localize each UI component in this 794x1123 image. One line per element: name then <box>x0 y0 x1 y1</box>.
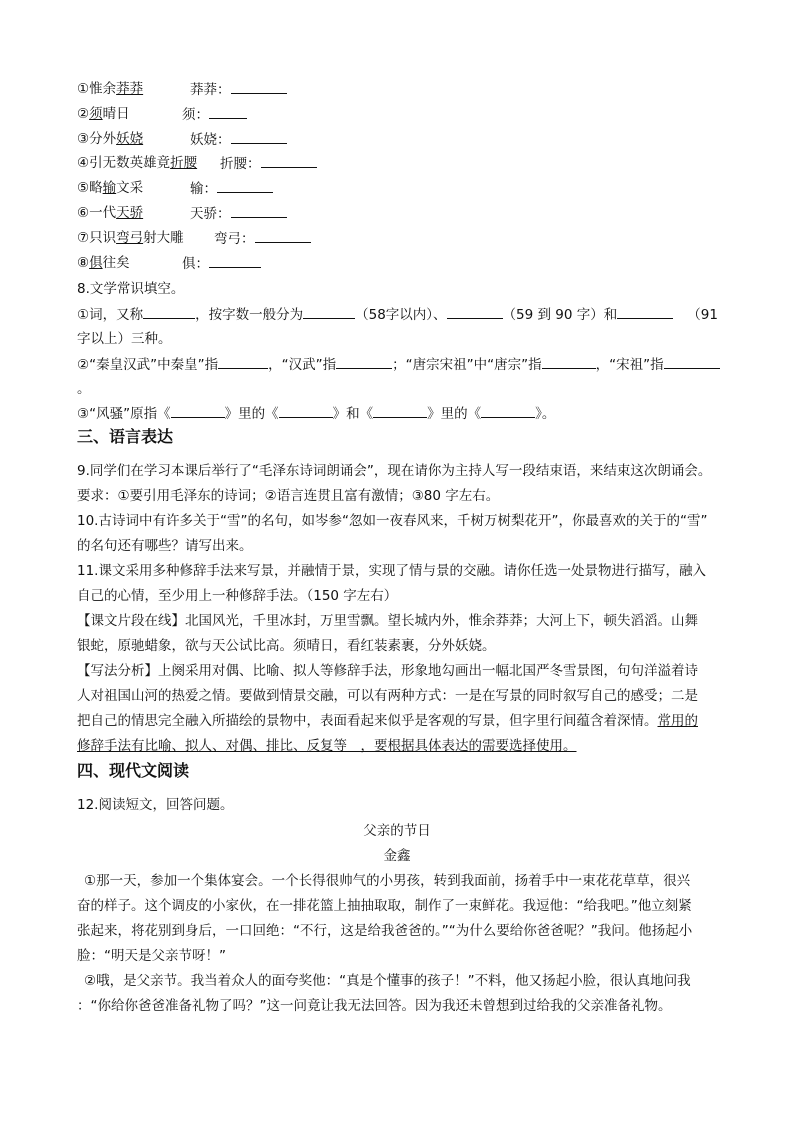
q8-line3 <box>77 404 555 423</box>
section-heading-4: 四、现代文阅读 <box>77 761 190 780</box>
answer-blank[interactable] <box>231 130 287 144</box>
analysis-line: 人对祖国山河的热爱之情。要做到情景交融，可以有两种方式：一是在写景的同时叙写自己的感受；二是 <box>77 688 698 704</box>
answer-blank[interactable] <box>231 80 287 94</box>
analysis-line <box>77 712 698 730</box>
answer-blank[interactable] <box>373 404 427 418</box>
vocab-text: ② <box>77 105 90 122</box>
answer-blank[interactable] <box>209 254 261 268</box>
q8-line1 <box>77 305 718 324</box>
passage-line: 银蛇，原驰蜡象，欲与天公试比高。须晴日，看红装素裹，分外妖娆。 <box>77 638 496 654</box>
q10-line1: 10.古诗词中有许多关于“雪”的名句，如岑参“忽如一夜春风来，千树万树梨花开”，你最喜欢的关于的“雪” <box>77 513 708 529</box>
q8-text: ，按字数一般分为 <box>195 307 304 323</box>
vocab-text: ④引无数英雄竟 <box>77 155 171 172</box>
vocab-answer <box>220 154 317 173</box>
article-line: 脸：“明天是父亲节呀！” <box>77 948 226 964</box>
vocab-answer <box>182 105 247 124</box>
q9-line1: 9.同学们在学习本课后举行了“毛泽东诗词朗诵会”，现在请你为主持人写一段结束语，来结束这次朗诵会。 <box>77 463 712 479</box>
q8-text: ②“秦皇汉武”中秦皇”指 <box>77 357 219 373</box>
vocab-item <box>77 179 217 198</box>
vocab-key-label: 莽莽： <box>190 82 231 98</box>
vocab-answer <box>190 179 273 198</box>
vocab-underlined-word: 天骄 <box>116 205 144 221</box>
answer-blank[interactable] <box>447 305 503 319</box>
answer-blank[interactable] <box>217 179 273 193</box>
article-title: 父亲的节日 <box>363 823 431 839</box>
answer-blank[interactable] <box>481 404 535 418</box>
vocab-text: ③分外 <box>77 130 117 147</box>
q8-line2 <box>77 355 720 374</box>
q8-text: 》。 <box>535 406 556 422</box>
analysis-underlined-line: 修辞手法有比喻、拟人、对偶、排比、反复等 ，要根据具体表达的需要选择使用。 <box>77 738 577 754</box>
vocab-key-label: 折腰： <box>220 156 261 173</box>
q8-text: 》里的《 <box>224 406 279 422</box>
answer-blank[interactable] <box>261 154 317 168</box>
q8-text: 》和《 <box>332 406 374 422</box>
q8-text: （59 到 90 字）和 <box>502 307 618 323</box>
q12-prompt: 12.阅读短文，回答问题。 <box>77 797 234 813</box>
vocab-underlined-word: 须 <box>89 105 103 122</box>
vocab-text: 晴日 <box>102 105 130 122</box>
vocab-item <box>77 254 209 272</box>
vocab-item <box>77 154 261 173</box>
vocab-key-label: 输： <box>190 181 217 198</box>
q8-text: ；“唐宗宋祖”中“唐宗”指 <box>392 357 542 373</box>
answer-blank[interactable] <box>171 404 225 418</box>
passage-line: 【课文片段在线】北国风光，千里冰封，万里雪飘。望长城内外，惟余莽莽；大河上下，顿失滔滔。山舞 <box>77 613 698 629</box>
q8-text: ①词，又称 <box>77 307 144 323</box>
answer-blank[interactable] <box>336 355 392 369</box>
answer-blank[interactable] <box>231 204 287 218</box>
analysis-line: 【写法分析】上阕采用对偶、比喻、拟人等修辞手法，形象地勾画出一幅北国严冬雪景图，句句洋溢着诗 <box>77 663 698 679</box>
vocab-text: 射大雕 <box>143 229 184 246</box>
analysis-text: 把自己的情思完全融入所描绘的景物中，表面看起来似乎是客观的写景，但字里行间蕴含着深情。 <box>77 713 658 729</box>
q8-text: （91 <box>687 307 718 323</box>
vocab-underlined-word: 俱 <box>89 254 103 271</box>
vocab-answer <box>214 229 311 248</box>
vocab-answer <box>190 80 287 99</box>
answer-blank[interactable] <box>664 355 720 369</box>
vocab-text: ①惟余 <box>77 81 117 97</box>
vocab-text: ⑤略 <box>77 180 103 197</box>
vocab-item <box>77 130 231 148</box>
q8-title: 8.文学常识填空。 <box>77 281 185 297</box>
vocab-text: 往矣 <box>102 254 130 271</box>
vocab-text: 文采 <box>116 180 144 197</box>
article-line: 张起来，将花别到身后，一口回绝：“不行，这是给我爸爸的。”“为什么要给你爸爸呢？”我问。他扬起小 <box>77 923 693 939</box>
vocab-underlined-word: 妖娆 <box>116 130 144 147</box>
vocab-key-label: 须： <box>182 106 209 123</box>
vocab-underlined-word: 弯弓 <box>116 229 144 246</box>
vocab-item <box>77 80 231 98</box>
vocab-item <box>77 204 231 222</box>
vocab-key-label: 俱： <box>182 255 209 272</box>
q8-line1-cont: 字以上）三种。 <box>77 331 172 347</box>
vocab-text: ⑥一代 <box>77 205 117 221</box>
article-line: ②哦，是父亲节。我当着众人的面夸奖他：“真是个懂事的孩子！”不料，他又扬起小脸，很认真地问我 <box>84 973 691 989</box>
answer-blank[interactable] <box>209 105 247 119</box>
article-line: 奋的样子。这个调皮的小家伙，在一排花篮上抽抽取取，制作了一束鲜花。我逗他：“给我吧。”他立刻紧 <box>77 898 692 914</box>
vocab-item <box>77 229 255 247</box>
vocab-text: ⑦只识 <box>77 229 117 246</box>
answer-blank[interactable] <box>617 305 673 319</box>
q8-text: ，“宋祖”指 <box>595 357 664 373</box>
vocab-text: ⑧ <box>77 254 90 271</box>
vocab-answer <box>190 130 287 149</box>
article-author: 金鑫 <box>383 848 411 864</box>
vocab-item <box>77 105 209 123</box>
q11-line2: 自己的心情，至少用上一种修辞手法。（150 字左右） <box>77 588 398 604</box>
article-line: ：“你给你爸爸准备礼物了吗？”这一问竟让我无法回答。因为我还未曾想到过给我的父亲准备礼物。 <box>77 998 672 1014</box>
q8-text: ③“风骚”原指《 <box>77 406 171 422</box>
section-heading-3: 三、语言表达 <box>77 427 174 446</box>
q10-line2: 的名句还有哪些？请写出来。 <box>77 538 253 554</box>
q8-text: ，“汉武”指 <box>268 357 337 373</box>
q8-text: 》里的《 <box>427 406 482 422</box>
vocab-key-label: 天骄： <box>190 206 231 222</box>
q9-line2: 要求：①要引用毛泽东的诗词；②语言连贯且富有激情；③80 字左右。 <box>77 488 500 504</box>
answer-blank[interactable] <box>542 355 596 369</box>
vocab-underlined-word: 莽莽 <box>116 81 144 97</box>
q8-text: （58字以内）、 <box>355 307 447 323</box>
answer-blank[interactable] <box>255 229 311 243</box>
vocab-key-label: 弯弓： <box>214 230 255 247</box>
answer-blank[interactable] <box>218 355 268 369</box>
article-line: ①那一天，参加一个集体宴会。一个长得很帅气的小男孩，转到我面前，扬着手中一束花花草草，很兴 <box>84 873 691 889</box>
vocab-answer <box>182 254 261 273</box>
vocab-answer <box>190 204 287 223</box>
vocab-key-label: 妖娆： <box>190 131 231 148</box>
vocab-underlined-word: 折腰 <box>170 155 198 172</box>
answer-blank[interactable] <box>143 305 195 319</box>
vocab-underlined-word: 输 <box>102 180 117 197</box>
q11-line1: 11.课文采用多种修辞手法来写景，并融情于景，实现了情与景的交融。请你任选一处景物进行描写，融入 <box>77 563 706 579</box>
answer-blank[interactable] <box>279 404 333 418</box>
answer-blank[interactable] <box>303 305 355 319</box>
analysis-underlined: 常用的 <box>657 713 698 729</box>
q8-line2-cont: 。 <box>77 381 91 397</box>
